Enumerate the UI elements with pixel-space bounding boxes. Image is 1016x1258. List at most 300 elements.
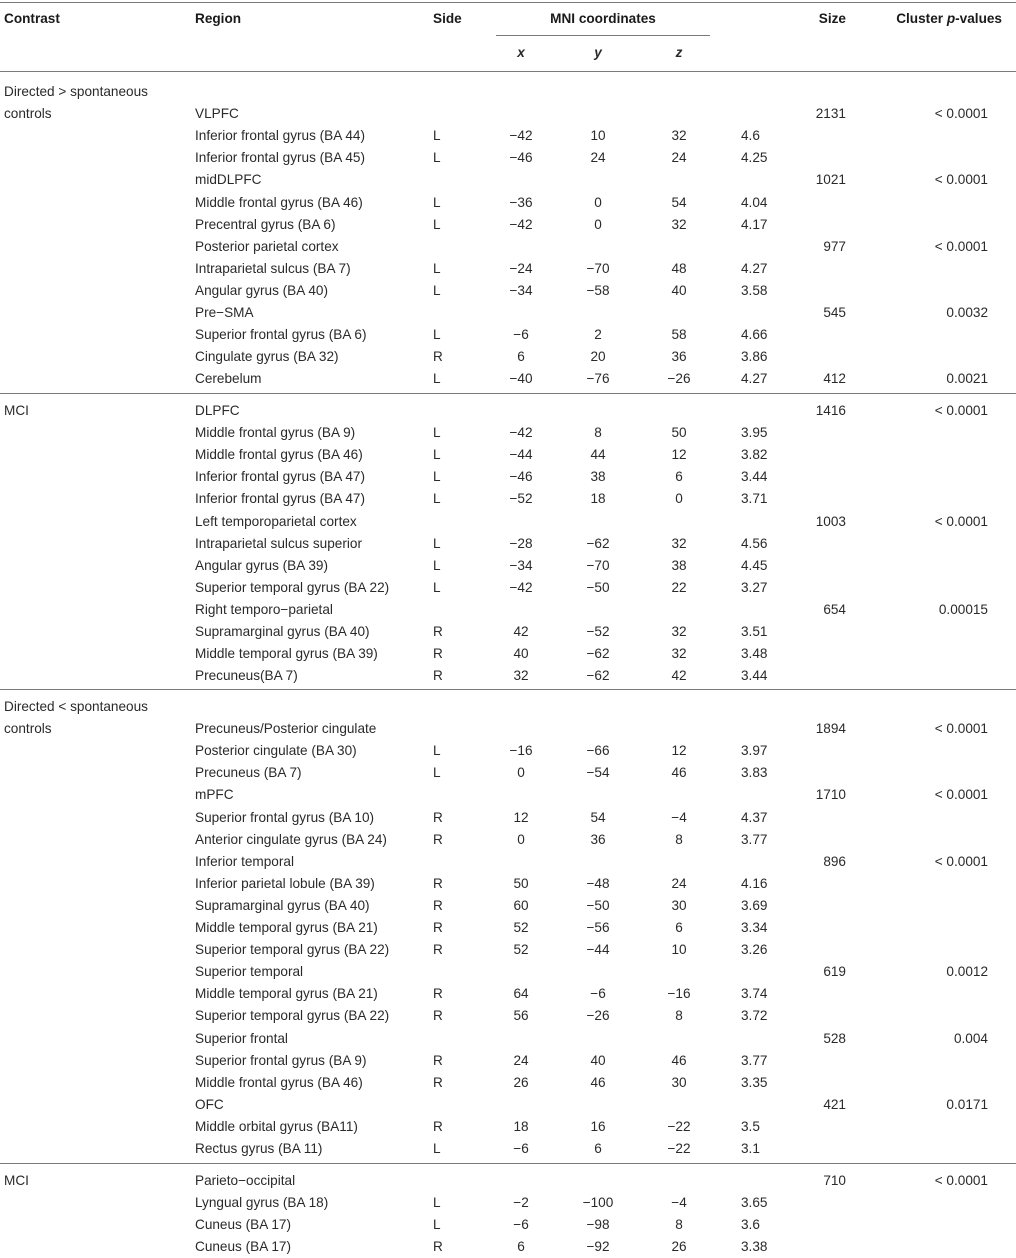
cell-t-value: 3.35 <box>741 1074 768 1090</box>
header-cluster-pvalues <box>860 8 1002 30</box>
cell-side: L <box>433 194 441 210</box>
cell-y: 16 <box>590 1118 606 1134</box>
cell-region: Superior temporal gyrus (BA 22) <box>195 1008 390 1024</box>
cell-x: 6 <box>517 349 525 365</box>
cell-x: −6 <box>513 327 529 343</box>
cell-pvalue: 0.0021 <box>946 371 988 387</box>
cell-side: R <box>433 942 443 958</box>
cell-z: 32 <box>671 646 687 662</box>
table-row <box>0 258 1016 280</box>
cell-region: Middle temporal gyrus (BA 21) <box>195 920 378 935</box>
cell-t-value: 3.65 <box>741 1195 768 1211</box>
cell-region: mPFC <box>195 787 234 803</box>
cell-y: 46 <box>590 1074 606 1090</box>
cell-x: −2 <box>513 1195 529 1211</box>
cell-region: Superior frontal gyrus (BA 10) <box>195 809 375 825</box>
cell-region: OFC <box>195 1096 224 1112</box>
cell-region: Cerebelum <box>195 371 262 387</box>
cell-pvalue: < 0.0001 <box>934 1173 988 1188</box>
table-row <box>0 444 1016 466</box>
cell-contrast: Directed < spontaneous <box>4 699 148 714</box>
cell-t-value: 3.74 <box>741 986 768 1002</box>
cell-z: 12 <box>671 447 687 463</box>
table-row <box>0 555 1016 577</box>
cell-x: 64 <box>513 986 529 1002</box>
cell-x: 26 <box>513 1074 529 1090</box>
cell-region: Supramarginal gyrus (BA 40) <box>195 897 370 913</box>
cell-y: −62 <box>586 646 610 662</box>
cell-side: R <box>433 349 443 365</box>
table-row <box>0 740 1016 762</box>
cell-y: 24 <box>590 150 606 166</box>
cell-z: −16 <box>667 986 691 1002</box>
table-row <box>0 214 1016 236</box>
cell-t-value: 3.95 <box>741 425 768 441</box>
cell-z: 40 <box>671 282 687 298</box>
cell-side: R <box>433 1074 443 1090</box>
cell-t-value: 4.66 <box>741 327 768 343</box>
cell-x: −28 <box>509 535 533 551</box>
cell-t-value: 3.69 <box>741 897 768 913</box>
cell-side: L <box>433 579 441 595</box>
cell-y: −52 <box>586 624 610 639</box>
cell-region: Cuneus (BA 17) <box>195 1217 291 1233</box>
table-row <box>0 1005 1016 1027</box>
cell-region: Middle frontal gyrus (BA 46) <box>195 447 363 463</box>
cell-side: L <box>433 765 441 781</box>
cell-x: 40 <box>513 646 529 662</box>
table-row <box>0 829 1016 851</box>
cell-t-value: 3.77 <box>741 1052 768 1068</box>
cell-region: Intraparietal sulcus superior <box>195 535 362 551</box>
cell-z: −22 <box>667 1141 691 1156</box>
cell-y: −50 <box>586 579 610 595</box>
cell-size: 528 <box>823 1030 846 1046</box>
cell-t-value: 3.71 <box>741 491 768 507</box>
cell-pvalue: 0.0032 <box>946 305 988 320</box>
cell-x: −36 <box>509 194 533 210</box>
cell-x: −42 <box>509 216 533 232</box>
header-bottom-rule <box>0 71 1016 72</box>
table-row <box>0 917 1016 939</box>
cell-x: 50 <box>513 875 529 891</box>
cell-t-value: 4.17 <box>741 216 768 232</box>
cell-size: 977 <box>823 238 846 254</box>
cell-x: −34 <box>509 282 533 298</box>
table-row <box>0 807 1016 829</box>
cell-region: Middle temporal gyrus (BA 21) <box>195 986 378 1002</box>
cell-region: Precuneus(BA 7) <box>195 668 298 684</box>
cell-x: −44 <box>509 447 533 463</box>
cell-side: R <box>433 1008 443 1024</box>
cell-region: Superior temporal gyrus (BA 22) <box>195 942 390 958</box>
cell-side: L <box>433 1141 441 1156</box>
cell-t-value: 3.26 <box>741 942 768 958</box>
cell-y: −98 <box>586 1217 610 1233</box>
cell-x: 24 <box>513 1052 529 1068</box>
cell-contrast: MCI <box>4 403 29 418</box>
cell-side: R <box>433 809 443 825</box>
cell-x: 56 <box>513 1008 529 1024</box>
cell-y: −62 <box>586 668 610 684</box>
cell-x: −42 <box>509 579 533 595</box>
table-row <box>0 466 1016 488</box>
cell-region: Inferior frontal gyrus (BA 47) <box>195 491 365 507</box>
table-row <box>0 488 1016 510</box>
cell-size: 1894 <box>815 721 846 737</box>
cell-x: 60 <box>513 897 529 913</box>
cell-region: Parieto−occipital <box>195 1173 296 1188</box>
cell-pvalue: < 0.0001 <box>934 238 988 254</box>
cell-region: Supramarginal gyrus (BA 40) <box>195 624 370 639</box>
cell-z: 32 <box>671 624 687 639</box>
cell-z: 0 <box>675 491 683 507</box>
cell-region: Posterior cingulate (BA 30) <box>195 743 357 759</box>
cell-side: L <box>433 216 441 232</box>
cell-z: 8 <box>675 831 683 847</box>
cell-x: −34 <box>509 557 533 573</box>
cell-z: 8 <box>675 1008 683 1024</box>
cell-size: 1003 <box>815 513 846 529</box>
cell-x: −42 <box>509 128 533 144</box>
cell-y: −92 <box>586 1239 610 1255</box>
table-row <box>0 643 1016 665</box>
table-row <box>0 1094 1016 1116</box>
cell-contrast: controls <box>4 106 52 122</box>
cell-contrast: MCI <box>4 1173 29 1188</box>
cell-side: R <box>433 897 443 913</box>
table-row <box>0 346 1016 368</box>
cell-size: 710 <box>823 1173 846 1188</box>
cell-region: Precuneus (BA 7) <box>195 765 302 781</box>
cell-pvalue: 0.0012 <box>946 964 988 980</box>
table-row <box>0 718 1016 740</box>
table-row <box>0 599 1016 621</box>
cell-z: −26 <box>667 371 691 387</box>
cell-region: Middle frontal gyrus (BA 46) <box>195 194 363 210</box>
cell-x: 18 <box>513 1118 529 1134</box>
cell-y: 8 <box>594 425 602 441</box>
header-region: Region <box>195 11 242 26</box>
table-row <box>0 621 1016 643</box>
cell-x: 0 <box>517 831 525 847</box>
cell-y: 44 <box>590 447 606 463</box>
cell-z: 32 <box>671 128 687 144</box>
cell-z: 42 <box>671 668 687 684</box>
cell-side: L <box>433 260 441 276</box>
header-x: x <box>517 45 525 60</box>
table-row <box>0 939 1016 961</box>
cell-t-value: 3.97 <box>741 743 768 759</box>
section-rule-directed-less <box>0 689 1016 690</box>
cell-t-value: 4.04 <box>741 194 768 210</box>
cell-z: 6 <box>675 920 683 935</box>
cell-pvalue: < 0.0001 <box>934 513 988 529</box>
table-row <box>0 1236 1016 1258</box>
header-pvalue-italic: p <box>946 11 956 26</box>
table-row <box>0 1192 1016 1214</box>
header-size: Size <box>818 11 846 26</box>
table-row <box>0 1138 1016 1160</box>
cell-x: 6 <box>517 1239 525 1255</box>
cell-side: R <box>433 831 443 847</box>
table-row <box>0 169 1016 191</box>
table-row <box>0 511 1016 533</box>
cell-size: 545 <box>823 305 846 320</box>
cell-contrast: Directed > spontaneous <box>4 84 148 99</box>
cell-region: Right temporo−parietal <box>195 601 333 617</box>
cell-x: 42 <box>513 624 529 639</box>
cell-t-value: 3.77 <box>741 831 768 847</box>
cell-z: 46 <box>671 1052 687 1068</box>
table-row <box>0 1050 1016 1072</box>
cell-region: Superior frontal <box>195 1030 288 1046</box>
cell-z: 46 <box>671 765 687 781</box>
cell-size: 421 <box>823 1096 846 1112</box>
cell-region: Inferior frontal gyrus (BA 47) <box>195 469 365 485</box>
cell-t-value: 4.27 <box>741 371 768 387</box>
table-row <box>0 236 1016 258</box>
cell-z: 48 <box>671 260 687 276</box>
cell-z: 50 <box>671 425 687 441</box>
cell-t-value: 3.48 <box>741 646 768 662</box>
cell-pvalue: < 0.0001 <box>934 403 988 418</box>
cell-side: L <box>433 447 441 463</box>
cell-side: L <box>433 491 441 507</box>
cell-side: L <box>433 371 441 387</box>
cell-side: L <box>433 282 441 298</box>
cell-t-value: 3.6 <box>741 1217 760 1233</box>
cell-region: Angular gyrus (BA 40) <box>195 282 328 298</box>
cell-region: Middle frontal gyrus (BA 9) <box>195 425 356 441</box>
cell-pvalue: < 0.0001 <box>934 787 988 803</box>
mni-rule <box>496 35 710 36</box>
cell-z: 38 <box>671 557 687 573</box>
cell-t-value: 3.27 <box>741 579 768 595</box>
table-row <box>0 192 1016 214</box>
cell-y: −48 <box>586 875 610 891</box>
cell-y: −26 <box>586 1008 610 1024</box>
cell-side: R <box>433 986 443 1002</box>
cell-t-value: 3.72 <box>741 1008 768 1024</box>
cell-z: −22 <box>667 1118 691 1134</box>
cell-z: 22 <box>671 579 687 595</box>
table-row <box>0 851 1016 873</box>
cell-side: L <box>433 743 441 759</box>
cell-side: R <box>433 1239 443 1255</box>
cell-y: −100 <box>582 1195 614 1211</box>
table-row <box>0 577 1016 599</box>
cell-t-value: 3.1 <box>741 1141 760 1156</box>
cell-z: 24 <box>671 150 687 166</box>
cell-x: −46 <box>509 469 533 485</box>
table-row <box>0 665 1016 687</box>
cell-z: 32 <box>671 216 687 232</box>
cell-region: Angular gyrus (BA 39) <box>195 557 328 573</box>
header-row <box>0 8 1016 30</box>
table-row <box>0 324 1016 346</box>
cell-t-value: 3.58 <box>741 282 768 298</box>
cell-t-value: 4.56 <box>741 535 768 551</box>
cell-side: R <box>433 920 443 935</box>
cell-y: −50 <box>586 897 610 913</box>
cell-y: −54 <box>586 765 610 781</box>
table-row <box>0 873 1016 895</box>
cell-y: −44 <box>586 942 610 958</box>
cell-region: Pre−SMA <box>195 305 254 320</box>
cell-t-value: 3.83 <box>741 765 768 781</box>
cell-t-value: 3.5 <box>741 1118 760 1134</box>
cell-region: Middle temporal gyrus (BA 39) <box>195 646 378 662</box>
cell-side: L <box>433 128 441 144</box>
cell-side: R <box>433 1052 443 1068</box>
cell-size: 1416 <box>815 403 846 418</box>
cell-y: 2 <box>594 327 602 343</box>
cell-x: 0 <box>517 765 525 781</box>
cell-t-value: 4.16 <box>741 875 768 891</box>
subheader-row <box>0 42 1016 64</box>
header-mni-coordinates: MNI coordinates <box>550 11 656 26</box>
top-rule <box>0 2 1016 3</box>
cell-region: Cingulate gyrus (BA 32) <box>195 349 339 365</box>
cell-y: 6 <box>594 1141 602 1156</box>
cell-y: −6 <box>590 986 606 1002</box>
cell-side: L <box>433 557 441 573</box>
cell-side: L <box>433 1217 441 1233</box>
header-contrast: Contrast <box>4 11 60 26</box>
cell-y: 36 <box>590 831 606 847</box>
header-pvalue-prefix: Cluster <box>896 11 947 26</box>
header-y: y <box>594 45 602 60</box>
cell-region: Rectus gyrus (BA 11) <box>195 1141 323 1156</box>
cell-size: 1710 <box>815 787 846 803</box>
header-side: Side <box>433 11 462 26</box>
cell-x: −6 <box>513 1217 529 1233</box>
cell-side: L <box>433 469 441 485</box>
cell-size: 896 <box>823 853 846 869</box>
cell-region: Left temporoparietal cortex <box>195 513 357 529</box>
table-row <box>0 1170 1016 1192</box>
cell-z: 30 <box>671 897 687 913</box>
cell-pvalue: < 0.0001 <box>934 172 988 188</box>
cell-z: 6 <box>675 469 683 485</box>
cell-size: 2131 <box>815 106 846 122</box>
cell-t-value: 4.45 <box>741 557 768 573</box>
cell-y: 20 <box>590 349 606 365</box>
cell-x: −40 <box>509 371 533 387</box>
cell-y: 0 <box>594 194 602 210</box>
cell-side: R <box>433 875 443 891</box>
cell-y: 10 <box>590 128 606 144</box>
table-row <box>0 280 1016 302</box>
cell-t-value: 3.51 <box>741 624 768 639</box>
cell-region: Inferior parietal lobule (BA 39) <box>195 875 375 891</box>
cell-y: −70 <box>586 260 610 276</box>
cell-region: Intraparietal sulcus (BA 7) <box>195 260 351 276</box>
cell-side: L <box>433 535 441 551</box>
cell-side: L <box>433 1195 441 1211</box>
cell-pvalue: 0.0171 <box>946 1096 988 1112</box>
table-row <box>0 147 1016 169</box>
table-row <box>0 1028 1016 1050</box>
cell-region: Anterior cingulate gyrus (BA 24) <box>195 831 387 847</box>
table-row <box>0 368 1016 390</box>
cell-region: Lyngual gyrus (BA 18) <box>195 1195 329 1211</box>
cell-region: Middle orbital gyrus (BA11) <box>195 1118 358 1134</box>
cell-region: Superior frontal gyrus (BA 9) <box>195 1052 367 1068</box>
cell-y: 40 <box>590 1052 606 1068</box>
section-rule-mci-1 <box>0 393 1016 394</box>
table-row <box>0 696 1016 718</box>
cell-t-value: 3.82 <box>741 447 768 463</box>
cell-z: 12 <box>671 743 687 759</box>
cell-region: Inferior temporal <box>195 853 294 869</box>
cell-y: −76 <box>586 371 610 387</box>
table-row <box>0 983 1016 1005</box>
cell-z: −4 <box>671 1195 687 1211</box>
cell-z: 58 <box>671 327 687 343</box>
cell-region: Inferior frontal gyrus (BA 45) <box>195 150 365 166</box>
cell-z: 10 <box>671 942 687 958</box>
cell-t-value: 4.37 <box>741 809 768 825</box>
cell-region: Superior temporal <box>195 964 304 980</box>
cell-size: 619 <box>823 964 846 980</box>
table-row <box>0 81 1016 103</box>
table-row <box>0 961 1016 983</box>
table-row <box>0 302 1016 324</box>
cell-region: Posterior parietal cortex <box>195 238 339 254</box>
cell-x: −6 <box>513 1141 529 1156</box>
table-row <box>0 533 1016 555</box>
cell-y: −66 <box>586 743 610 759</box>
cell-t-value: 3.44 <box>741 668 768 684</box>
cell-y: −62 <box>586 535 610 551</box>
cell-side: R <box>433 646 443 662</box>
cell-z: 30 <box>671 1074 687 1090</box>
cell-x: 12 <box>513 809 529 825</box>
cell-y: −56 <box>586 920 610 935</box>
header-pvalue-suffix: -values <box>955 11 1002 26</box>
cell-size: 1021 <box>815 172 846 188</box>
cell-region: Precentral gyrus (BA 6) <box>195 216 336 232</box>
header-z: z <box>675 45 683 60</box>
cell-size: 654 <box>823 601 846 617</box>
cell-side: L <box>433 150 441 166</box>
cell-side: R <box>433 1118 443 1134</box>
cell-pvalue: < 0.0001 <box>934 721 988 737</box>
cell-t-value: 4.25 <box>741 150 768 166</box>
cell-z: −4 <box>671 809 687 825</box>
table-row <box>0 1116 1016 1138</box>
cell-region: Inferior frontal gyrus (BA 44) <box>195 128 365 144</box>
cell-z: 54 <box>671 194 687 210</box>
cell-side: R <box>433 668 443 684</box>
table-row <box>0 784 1016 806</box>
table-row <box>0 103 1016 125</box>
cell-y: 38 <box>590 469 606 485</box>
section-rule-mci-2 <box>0 1163 1016 1164</box>
cell-side: R <box>433 624 443 639</box>
cell-z: 32 <box>671 535 687 551</box>
table-row <box>0 1214 1016 1236</box>
cell-x: −52 <box>509 491 533 507</box>
table-row <box>0 422 1016 444</box>
cell-x: 32 <box>513 668 529 684</box>
cell-region: DLPFC <box>195 403 240 418</box>
cell-region: midDLPFC <box>195 172 262 188</box>
cell-region: Middle frontal gyrus (BA 46) <box>195 1074 363 1090</box>
cell-y: −58 <box>586 282 610 298</box>
